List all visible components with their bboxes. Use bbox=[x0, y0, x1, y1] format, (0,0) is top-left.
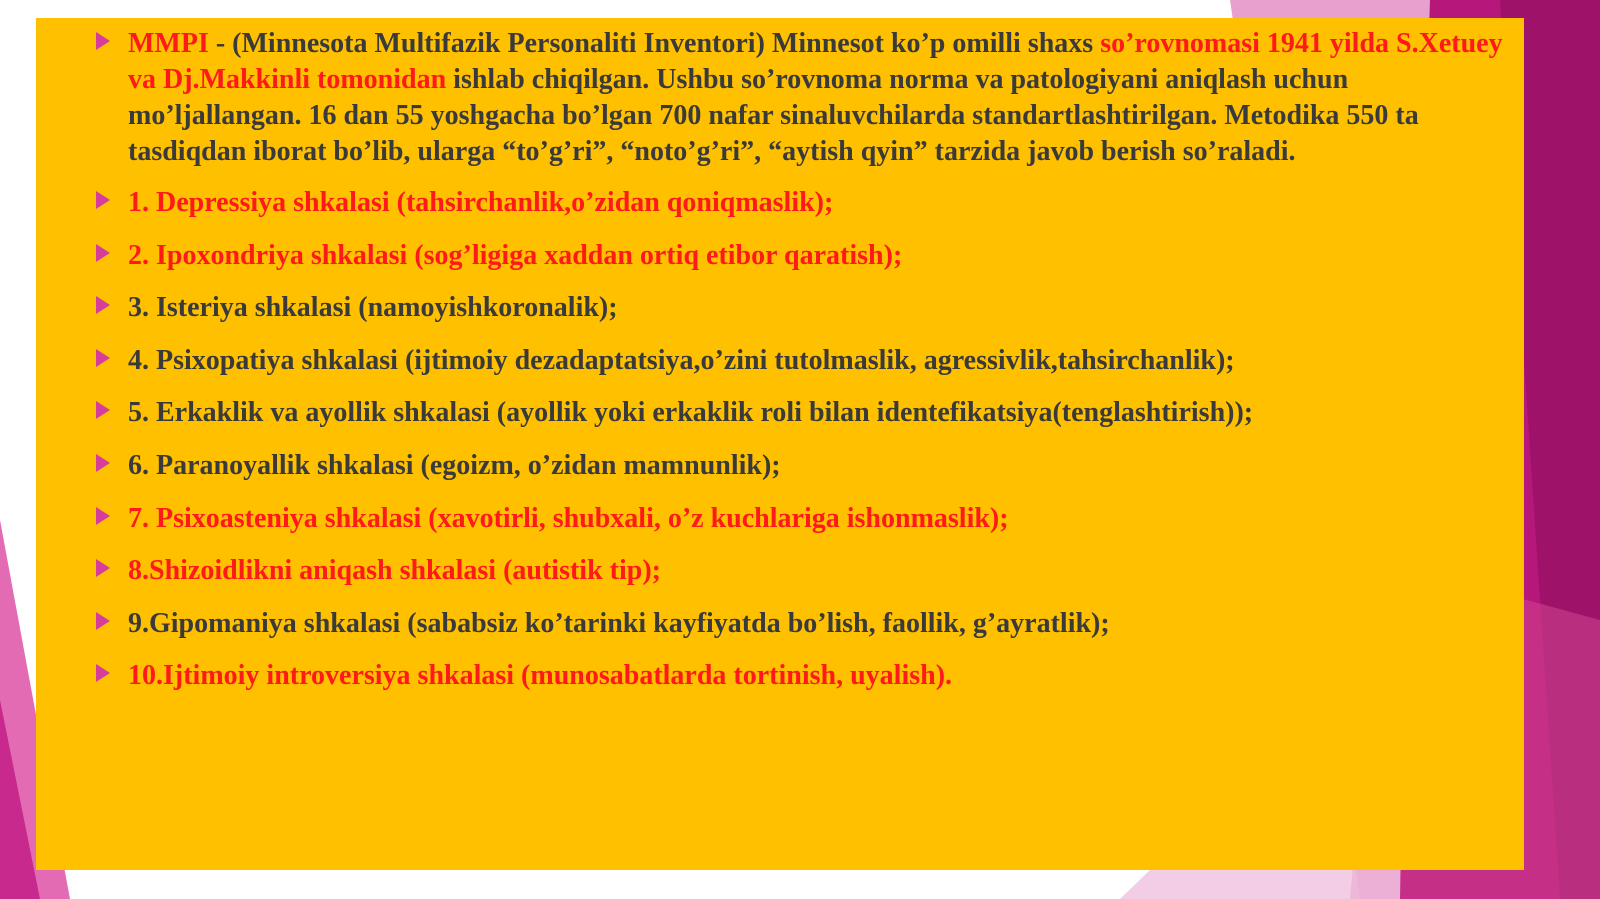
scale-text: 4. Psixopatiya shkalasi (ijtimoiy dezadaptatsiya,o’zini tutolmaslik, agressivlik,tahsirchanlik); bbox=[128, 344, 1235, 376]
content-panel bbox=[36, 18, 1524, 870]
triangle-bullet-icon bbox=[96, 454, 110, 472]
triangle-bullet-icon bbox=[96, 559, 110, 577]
scale-text: 10.Ijtimoiy introversiya shkalasi (munosabatlarda tortinish, uyalish). bbox=[128, 660, 953, 692]
scale-text: 2. Ipoxondriya shkalasi (sog’ligiga xaddan ortiq etibor qaratish); bbox=[128, 239, 903, 271]
intro-text-part2: ishlab chiqilgan. Ushbu so’rovnoma norma va patologiyani aniqlash uchun mo’ljallangan. 16 dan 55 yoshgacha bo’lgan 700 nafar sinaluvchilarda standartlashtirilgan. Metodika 550 ta tasdiqdan iborat bo’lib, ularga “to’g’ri”, “noto’g’ri”, “aytish qyin” tarzida javob berish so’raladi. bbox=[128, 64, 1419, 167]
scale-text: 8.Shizoidlikni aniqash shkalasi (autistik tip); bbox=[128, 555, 661, 587]
triangle-bullet-icon bbox=[96, 664, 110, 682]
mmpi-label: MMPI bbox=[128, 28, 209, 59]
list-item bbox=[58, 290, 1508, 326]
intro-paragraph bbox=[58, 26, 1508, 170]
list-item bbox=[58, 658, 1508, 694]
scale-text: 6. Paranoyallik shkalasi (egoizm, o’zidan mamnunlik); bbox=[128, 449, 781, 481]
triangle-bullet-icon bbox=[96, 32, 110, 50]
triangle-bullet-icon bbox=[96, 507, 110, 525]
list-item bbox=[58, 553, 1508, 589]
list-item bbox=[58, 448, 1508, 484]
triangle-bullet-icon bbox=[96, 244, 110, 262]
scale-text: 1. Depressiya shkalasi (tahsirchanlik,o’zidan qoniqmaslik); bbox=[128, 187, 834, 218]
scale-text: 5. Erkaklik va ayollik shkalasi (ayollik yoki erkaklik roli bilan identefikatsiya(tenglashtirish)); bbox=[128, 397, 1254, 429]
intro-text-part1: - (Minnesota Multifazik Personaliti Inventori) Minnesot ko’p omilli shaxs bbox=[208, 28, 1101, 59]
bullet-list bbox=[58, 26, 1508, 711]
intro-red-part: so’rovnomasi 1941 yilda S.Xetuey va Dj.Makkinli tomonidan bbox=[128, 28, 1503, 95]
scale-text: 9.Gipomaniya shkalasi (sababsiz ko’tarinki kayfiyatda bo’lish, faollik, g’ayratlik); bbox=[128, 607, 1110, 639]
list-item bbox=[58, 395, 1508, 431]
list-item bbox=[58, 343, 1508, 379]
list-item bbox=[58, 501, 1508, 537]
triangle-bullet-icon bbox=[96, 349, 110, 367]
list-item bbox=[58, 606, 1508, 642]
list-item bbox=[58, 185, 1508, 221]
triangle-bullet-icon bbox=[96, 296, 110, 314]
scale-text: 3. Isteriya shkalasi (namoyishkoronalik); bbox=[128, 292, 618, 324]
triangle-bullet-icon bbox=[96, 191, 110, 209]
triangle-bullet-icon bbox=[96, 612, 110, 630]
triangle-bullet-icon bbox=[96, 401, 110, 419]
scale-text: 7. Psixoasteniya shkalasi (xavotirli, shubxali, o’z kuchlariga ishonmaslik); bbox=[128, 502, 1009, 534]
list-item bbox=[58, 238, 1508, 274]
